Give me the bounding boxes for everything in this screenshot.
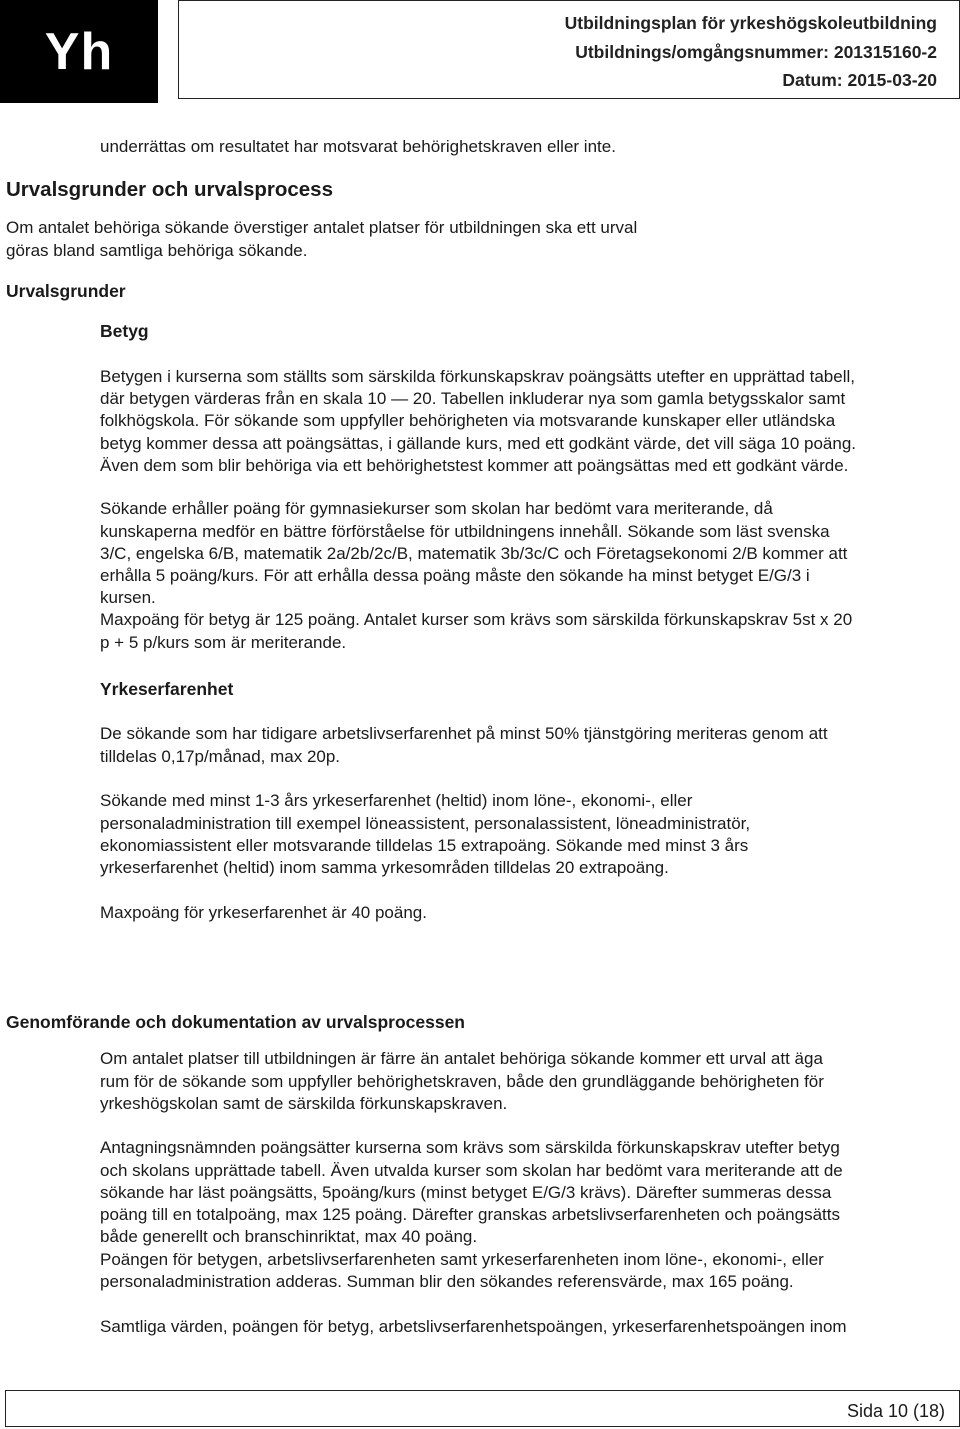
header-program-number: Utbildnings/omgångsnummer: 201315160-2 bbox=[575, 42, 937, 62]
intro-line: underrättas om resultatet har motsvarat behörighetskraven eller inte. bbox=[100, 137, 616, 156]
paragraph-line: p + 5 p/kurs som är meriterande. bbox=[100, 633, 347, 652]
section2-paragraph-3: Samtliga värden, poängen för betyg, arbetslivserfarenhetspoängen, yrkeserfarenhetspoängen inom bbox=[100, 1317, 847, 1336]
paragraph-line: göras bland samtliga behöriga sökande. bbox=[6, 241, 308, 260]
paragraph-line: Sökande med minst 1-3 års yrkeserfarenhet (heltid) inom löne-, ekonomi-, eller bbox=[100, 791, 693, 810]
section-heading-urvalsgrunder-och-urvalsprocess: Urvalsgrunder och urvalsprocess bbox=[6, 178, 333, 201]
paragraph-line: 3/C, engelska 6/B, matematik 2a/2b/2c/B, matematik 3b/3c/C och Företagsekonomi 2/B kommer att bbox=[100, 544, 848, 563]
paragraph-line: Poängen för betygen, arbetslivserfarenheten samt yrkeserfarenheten inom löne-, ekonomi-, eller bbox=[100, 1250, 824, 1269]
paragraph-line: folkhögskola. För sökande som uppfyller behörigheten via motsvarande kunskaper eller utländska bbox=[100, 411, 836, 430]
subheading-yrkeserfarenhet: Yrkeserfarenhet bbox=[100, 679, 234, 699]
paragraph-line: Även dem som blir behöriga via ett behörighetstest kommer att poängsättas med ett godkänt värde. bbox=[100, 456, 849, 475]
document-header bbox=[178, 0, 960, 99]
paragraph-line: sökande har läst poängsätts, 5poäng/kurs (minst betyget E/G/3 krävs). Därefter summeras dessa bbox=[100, 1183, 832, 1202]
paragraph-line: personaladministration till exempel löneassistent, personalassistent, löneadministratör, bbox=[100, 814, 751, 833]
header-date: Datum: 2015-03-20 bbox=[782, 70, 937, 90]
paragraph-line: Om antalet platser till utbildningen är färre än antalet behöriga sökande kommer ett urval att äga bbox=[100, 1049, 823, 1068]
page-footer bbox=[5, 1390, 960, 1427]
paragraph-line: Sökande erhåller poäng för gymnasiekurser som skolan har bedömt vara meriterande, då bbox=[100, 499, 773, 518]
paragraph-line: där betygen värderas från en skala 10 — 20. Tabellen inkluderar nya som gamla betygsskalor samt bbox=[100, 389, 846, 408]
section-heading-genomforande: Genomförande och dokumentation av urvalsprocessen bbox=[6, 1012, 465, 1032]
paragraph-line: personaladministration adderas. Summan blir den sökandes referensvärde, max 165 poäng. bbox=[100, 1272, 794, 1291]
paragraph-line: tilldelas 0,17p/månad, max 20p. bbox=[100, 747, 341, 766]
paragraph-line: rum för de sökande som uppfyller behörighetskraven, både den grundläggande behörigheten för bbox=[100, 1072, 824, 1091]
paragraph-line: poäng till en totalpoäng, max 125 poäng. Därefter granskas arbetslivserfarenheten och poängsätts bbox=[100, 1205, 840, 1224]
paragraph-line: kunskaperna medför en bättre förförståelse för utbildningens innehåll. Sökande som läst svenska bbox=[100, 522, 830, 541]
page-number: Sida 10 (18) bbox=[846, 1401, 945, 1421]
paragraph-line: De sökande som har tidigare arbetslivserfarenhet på minst 50% tjänstgöring meriteras genom att bbox=[100, 724, 828, 743]
paragraph-line: yrkeshögskolan samt de särskilda förkunskapskraven. bbox=[100, 1094, 508, 1113]
paragraph-line: både generellt och branschinriktat, max 40 poäng. bbox=[100, 1227, 478, 1246]
subheading-betyg: Betyg bbox=[100, 321, 149, 341]
yh-logo: Yh bbox=[0, 0, 158, 103]
paragraph-line: Betygen i kurserna som ställts som särskilda förkunskapskrav poängsätts utefter en upprättad tabell, bbox=[100, 367, 855, 386]
header-title: Utbildningsplan för yrkeshögskoleutbildning bbox=[564, 13, 937, 33]
yrkes-paragraph-3: Maxpoäng för yrkeserfarenhet är 40 poäng. bbox=[100, 903, 427, 922]
paragraph-line: och skolans upprättade tabell. Även utvalda kurser som skolan har bedömt vara meriterande att de bbox=[100, 1161, 843, 1180]
subheading-urvalsgrunder: Urvalsgrunder bbox=[6, 281, 126, 301]
paragraph-line: kursen. bbox=[100, 588, 156, 607]
paragraph-line: betyg kommer dessa att poängsättas, i gällande kurs, med ett godkänt värde, det vill säga 10 poäng. bbox=[100, 434, 857, 453]
paragraph-line: Om antalet behöriga sökande överstiger antalet platser för utbildningen ska ett urval bbox=[6, 218, 638, 237]
paragraph-line: Maxpoäng för betyg är 125 poäng. Antalet kurser som krävs som särskilda förkunskapskrav 5st x 20 bbox=[100, 610, 853, 629]
paragraph-line: yrkeserfarenhet (heltid) inom samma yrkesområden tilldelas 20 extrapoäng. bbox=[100, 858, 669, 877]
paragraph-line: ekonomiassistent eller motsvarande tilldelas 15 extrapoäng. Sökande med minst 3 års bbox=[100, 836, 749, 855]
paragraph-line: erhålla 5 poäng/kurs. För att erhålla dessa poäng måste den sökande ha minst betyget E/G/3 i bbox=[100, 566, 810, 585]
paragraph-line: Antagningsnämnden poängsätter kurserna som krävs som särskilda förkunskapskrav utefter betyg bbox=[100, 1138, 840, 1157]
